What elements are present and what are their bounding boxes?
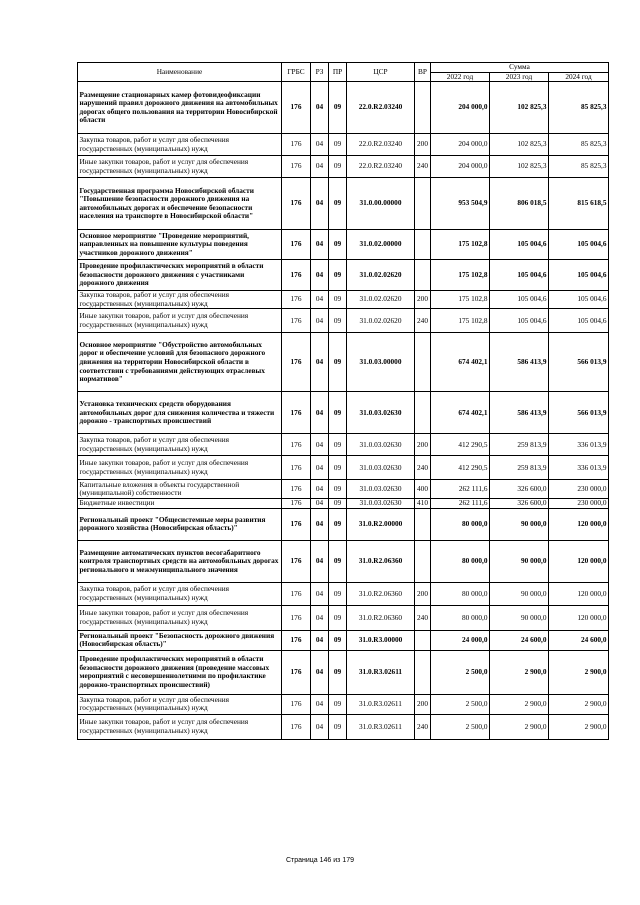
- cell-csr: 22.0.R2.03240: [347, 156, 415, 178]
- cell-pr: 09: [329, 630, 347, 650]
- cell-vr: [415, 230, 431, 260]
- cell-name: Региональный проект "Общесистемные меры развития дорожного хозяйства (Новосибирская область)": [78, 508, 282, 540]
- cell-y2023: 2 900,0: [490, 714, 549, 739]
- cell-name: Проведение профилактических мероприятий в области безопасности дорожного движения (проведение массовых мероприятий с несовершеннолетними по профилактике дорожно-транспортных происшествий): [78, 650, 282, 694]
- cell-y2024: 2 900,0: [549, 650, 609, 694]
- cell-y2022: 24 000,0: [431, 630, 490, 650]
- cell-y2024: 105 004,6: [549, 291, 609, 309]
- cell-pr: 09: [329, 714, 347, 739]
- cell-y2022: 674 402,1: [431, 392, 490, 434]
- cell-grbs: 176: [282, 508, 311, 540]
- cell-vr: [415, 650, 431, 694]
- cell-y2024: 85 825,3: [549, 134, 609, 156]
- cell-y2022: 175 102,8: [431, 260, 490, 291]
- cell-rz: 04: [311, 134, 329, 156]
- cell-y2023: 806 018,5: [490, 178, 549, 230]
- col-header-name: Наименование: [78, 63, 282, 82]
- cell-csr: 31.0.03.02630: [347, 434, 415, 456]
- cell-name: Бюджетные инвестиции: [78, 499, 282, 509]
- cell-y2023: 326 600,0: [490, 499, 549, 509]
- cell-grbs: 176: [282, 694, 311, 714]
- page-number: Страница 146 из 179: [285, 857, 355, 864]
- cell-vr: 410: [415, 499, 431, 509]
- cell-name: Капитальные вложения в объекты государственной (муниципальной) собственности: [78, 480, 282, 499]
- cell-grbs: 176: [282, 499, 311, 509]
- cell-y2024: 230 000,0: [549, 480, 609, 499]
- cell-vr: [415, 260, 431, 291]
- table-row: [78, 694, 609, 714]
- cell-y2022: 953 504,9: [431, 178, 490, 230]
- cell-pr: 09: [329, 456, 347, 480]
- cell-grbs: 176: [282, 333, 311, 392]
- cell-csr: 22.0.R2.03240: [347, 82, 415, 134]
- cell-rz: 04: [311, 456, 329, 480]
- table-row: [78, 630, 609, 650]
- cell-name: Иные закупки товаров, работ и услуг для обеспечения государственных (муниципальных) нужд: [78, 309, 282, 333]
- cell-rz: 04: [311, 309, 329, 333]
- cell-name: Закупка товаров, работ и услуг для обеспечения государственных (муниципальных) нужд: [78, 694, 282, 714]
- cell-y2023: 105 004,6: [490, 230, 549, 260]
- cell-rz: 04: [311, 508, 329, 540]
- table-row: [78, 499, 609, 509]
- table-row: [78, 178, 609, 230]
- budget-table: [77, 62, 609, 740]
- cell-vr: 240: [415, 456, 431, 480]
- cell-name: Иные закупки товаров, работ и услуг для обеспечения государственных (муниципальных) нужд: [78, 456, 282, 480]
- cell-name: Размещение стационарных камер фотовидеофиксации нарушений правил дорожного движения на автомобильных дорогах общего пользования на территории Новосибирской области: [78, 82, 282, 134]
- cell-y2023: 586 413,9: [490, 392, 549, 434]
- cell-vr: 240: [415, 605, 431, 630]
- cell-rz: 04: [311, 582, 329, 605]
- cell-y2024: 566 013,9: [549, 392, 609, 434]
- cell-grbs: 176: [282, 392, 311, 434]
- col-header-rz: РЗ: [311, 63, 329, 82]
- cell-y2024: 24 600,0: [549, 630, 609, 650]
- cell-vr: 200: [415, 134, 431, 156]
- cell-y2023: 105 004,6: [490, 309, 549, 333]
- cell-y2024: 105 004,6: [549, 260, 609, 291]
- table-row: [78, 82, 609, 134]
- cell-y2023: 102 825,3: [490, 134, 549, 156]
- cell-y2024: 815 618,5: [549, 178, 609, 230]
- col-header-2023: 2023 год: [490, 72, 549, 82]
- cell-rz: 04: [311, 499, 329, 509]
- table-row: [78, 605, 609, 630]
- cell-grbs: 176: [282, 134, 311, 156]
- cell-csr: 31.0.R3.02611: [347, 714, 415, 739]
- cell-csr: 31.0.02.02620: [347, 309, 415, 333]
- cell-y2022: 2 500,0: [431, 694, 490, 714]
- cell-grbs: 176: [282, 456, 311, 480]
- cell-name: Основное мероприятие "Обустройство автомобильных дорог и обеспечение условий для безопасного дорожного движения на территории Новосибирской области в соответствии с требованиями действующих отраслевых нормативов": [78, 333, 282, 392]
- cell-pr: 09: [329, 230, 347, 260]
- cell-pr: 09: [329, 82, 347, 134]
- table-row: [78, 291, 609, 309]
- cell-pr: 09: [329, 499, 347, 509]
- cell-y2023: 259 813,9: [490, 456, 549, 480]
- table-row: [78, 650, 609, 694]
- cell-rz: 04: [311, 392, 329, 434]
- cell-y2022: 175 102,8: [431, 230, 490, 260]
- cell-pr: 09: [329, 582, 347, 605]
- cell-y2023: 24 600,0: [490, 630, 549, 650]
- cell-y2024: 230 000,0: [549, 499, 609, 509]
- col-header-pr: ПР: [329, 63, 347, 82]
- cell-name: Закупка товаров, работ и услуг для обеспечения государственных (муниципальных) нужд: [78, 582, 282, 605]
- cell-y2022: 204 000,0: [431, 82, 490, 134]
- cell-vr: [415, 392, 431, 434]
- cell-csr: 31.0.02.02620: [347, 291, 415, 309]
- cell-name: Иные закупки товаров, работ и услуг для обеспечения государственных (муниципальных) нужд: [78, 605, 282, 630]
- cell-rz: 04: [311, 480, 329, 499]
- cell-name: Закупка товаров, работ и услуг для обеспечения государственных (муниципальных) нужд: [78, 134, 282, 156]
- cell-vr: [415, 82, 431, 134]
- cell-vr: 400: [415, 480, 431, 499]
- cell-y2024: 85 825,3: [549, 82, 609, 134]
- cell-pr: 09: [329, 291, 347, 309]
- cell-csr: 31.0.03.02630: [347, 480, 415, 499]
- cell-rz: 04: [311, 434, 329, 456]
- cell-name: Государственная программа Новосибирской области "Повышение безопасности дорожного движения на автомобильных дорогах и обеспечение безопасности населения на транспорте в Новосибирской области": [78, 178, 282, 230]
- cell-y2022: 204 000,0: [431, 134, 490, 156]
- cell-grbs: 176: [282, 156, 311, 178]
- cell-pr: 09: [329, 605, 347, 630]
- cell-pr: 09: [329, 650, 347, 694]
- cell-y2022: 412 290,5: [431, 434, 490, 456]
- col-header-2022: 2022 год: [431, 72, 490, 82]
- table-row: [78, 456, 609, 480]
- cell-vr: 200: [415, 694, 431, 714]
- cell-y2023: 90 000,0: [490, 540, 549, 582]
- cell-rz: 04: [311, 260, 329, 291]
- cell-y2024: 85 825,3: [549, 156, 609, 178]
- cell-grbs: 176: [282, 480, 311, 499]
- cell-grbs: 176: [282, 260, 311, 291]
- cell-y2023: 105 004,6: [490, 291, 549, 309]
- table-row: [78, 480, 609, 499]
- cell-y2024: 2 900,0: [549, 714, 609, 739]
- cell-name: Закупка товаров, работ и услуг для обеспечения государственных (муниципальных) нужд: [78, 434, 282, 456]
- cell-rz: 04: [311, 333, 329, 392]
- cell-rz: 04: [311, 156, 329, 178]
- cell-y2023: 90 000,0: [490, 508, 549, 540]
- table-row: [78, 260, 609, 291]
- cell-csr: 31.0.03.02630: [347, 392, 415, 434]
- cell-name: Установка технических средств оборудования автомобильных дорог для снижения количества и тяжести дорожно - транспортных происшествий: [78, 392, 282, 434]
- cell-pr: 09: [329, 260, 347, 291]
- cell-y2023: 105 004,6: [490, 260, 549, 291]
- col-header-csr: ЦСР: [347, 63, 415, 82]
- cell-name: Основное мероприятие "Проведение мероприятий, направленных на повышение культуры поведения участников дорожного движения": [78, 230, 282, 260]
- cell-y2022: 80 000,0: [431, 508, 490, 540]
- cell-name: Размещение автоматических пунктов весогабаритного контроля транспортных средств на автомобильных дорогах регионального и межмуниципального значения: [78, 540, 282, 582]
- cell-vr: 200: [415, 291, 431, 309]
- cell-grbs: 176: [282, 650, 311, 694]
- cell-name: Проведение профилактических мероприятий в области безопасности дорожного движения с участниками дорожного движения: [78, 260, 282, 291]
- cell-grbs: 176: [282, 540, 311, 582]
- cell-grbs: 176: [282, 291, 311, 309]
- table-row: [78, 333, 609, 392]
- cell-y2023: 2 900,0: [490, 650, 549, 694]
- cell-csr: 31.0.03.02630: [347, 499, 415, 509]
- cell-grbs: 176: [282, 582, 311, 605]
- cell-y2023: 326 600,0: [490, 480, 549, 499]
- cell-vr: [415, 178, 431, 230]
- cell-csr: 31.0.R3.00000: [347, 630, 415, 650]
- cell-grbs: 176: [282, 434, 311, 456]
- cell-vr: 200: [415, 582, 431, 605]
- cell-y2022: 2 500,0: [431, 650, 490, 694]
- cell-y2022: 175 102,8: [431, 291, 490, 309]
- cell-y2022: 204 000,0: [431, 156, 490, 178]
- cell-rz: 04: [311, 291, 329, 309]
- cell-vr: 200: [415, 434, 431, 456]
- cell-y2024: 120 000,0: [549, 540, 609, 582]
- cell-vr: 240: [415, 309, 431, 333]
- cell-y2023: 102 825,3: [490, 82, 549, 134]
- table-row: [78, 230, 609, 260]
- cell-pr: 09: [329, 694, 347, 714]
- cell-vr: [415, 333, 431, 392]
- cell-y2023: 90 000,0: [490, 582, 549, 605]
- table-row: [78, 714, 609, 739]
- col-header-vr: ВР: [415, 63, 431, 82]
- cell-vr: 240: [415, 714, 431, 739]
- cell-csr: 31.0.R3.02611: [347, 694, 415, 714]
- cell-y2024: 120 000,0: [549, 605, 609, 630]
- cell-y2024: 336 013,9: [549, 456, 609, 480]
- col-header-sum: Сумма: [431, 63, 609, 73]
- cell-name: Региональный проект "Безопасность дорожного движения (Новосибирская область)": [78, 630, 282, 650]
- col-header-grbs: ГРБС: [282, 63, 311, 82]
- cell-y2022: 674 402,1: [431, 333, 490, 392]
- cell-y2022: 2 500,0: [431, 714, 490, 739]
- cell-csr: 31.0.02.02620: [347, 260, 415, 291]
- table-row: [78, 392, 609, 434]
- cell-pr: 09: [329, 134, 347, 156]
- cell-grbs: 176: [282, 82, 311, 134]
- table-header: [78, 63, 609, 82]
- cell-vr: [415, 508, 431, 540]
- cell-pr: 09: [329, 392, 347, 434]
- cell-grbs: 176: [282, 309, 311, 333]
- cell-rz: 04: [311, 82, 329, 134]
- cell-y2024: 2 900,0: [549, 694, 609, 714]
- cell-y2024: 336 013,9: [549, 434, 609, 456]
- cell-y2022: 175 102,8: [431, 309, 490, 333]
- table-row: [78, 156, 609, 178]
- table-row: [78, 309, 609, 333]
- cell-y2024: 566 013,9: [549, 333, 609, 392]
- cell-grbs: 176: [282, 714, 311, 739]
- cell-y2023: 90 000,0: [490, 605, 549, 630]
- cell-y2022: 80 000,0: [431, 540, 490, 582]
- cell-name: Закупка товаров, работ и услуг для обеспечения государственных (муниципальных) нужд: [78, 291, 282, 309]
- cell-y2023: 259 813,9: [490, 434, 549, 456]
- cell-vr: [415, 540, 431, 582]
- cell-rz: 04: [311, 650, 329, 694]
- cell-pr: 09: [329, 480, 347, 499]
- cell-y2024: 105 004,6: [549, 309, 609, 333]
- cell-rz: 04: [311, 714, 329, 739]
- cell-y2024: 120 000,0: [549, 582, 609, 605]
- cell-rz: 04: [311, 230, 329, 260]
- cell-y2024: 120 000,0: [549, 508, 609, 540]
- cell-rz: 04: [311, 694, 329, 714]
- cell-grbs: 176: [282, 605, 311, 630]
- cell-pr: 09: [329, 309, 347, 333]
- cell-csr: 31.0.03.00000: [347, 333, 415, 392]
- cell-grbs: 176: [282, 178, 311, 230]
- cell-y2023: 586 413,9: [490, 333, 549, 392]
- cell-y2023: 2 900,0: [490, 694, 549, 714]
- cell-pr: 09: [329, 156, 347, 178]
- cell-grbs: 176: [282, 630, 311, 650]
- cell-name: Иные закупки товаров, работ и услуг для обеспечения государственных (муниципальных) нужд: [78, 156, 282, 178]
- cell-rz: 04: [311, 630, 329, 650]
- cell-csr: 31.0.03.02630: [347, 456, 415, 480]
- table-row: [78, 508, 609, 540]
- cell-pr: 09: [329, 540, 347, 582]
- cell-pr: 09: [329, 178, 347, 230]
- cell-pr: 09: [329, 333, 347, 392]
- table-body: [78, 82, 609, 740]
- cell-csr: 31.0.02.00000: [347, 230, 415, 260]
- cell-name: Иные закупки товаров, работ и услуг для обеспечения государственных (муниципальных) нужд: [78, 714, 282, 739]
- cell-vr: 240: [415, 156, 431, 178]
- cell-vr: [415, 630, 431, 650]
- cell-y2022: 80 000,0: [431, 582, 490, 605]
- cell-csr: 31.0.R2.00000: [347, 508, 415, 540]
- cell-pr: 09: [329, 434, 347, 456]
- cell-y2022: 80 000,0: [431, 605, 490, 630]
- cell-y2022: 412 290,5: [431, 456, 490, 480]
- cell-grbs: 176: [282, 230, 311, 260]
- cell-y2023: 102 825,3: [490, 156, 549, 178]
- cell-csr: 31.0.R3.02611: [347, 650, 415, 694]
- cell-csr: 31.0.R2.06360: [347, 540, 415, 582]
- cell-csr: 31.0.R2.06360: [347, 582, 415, 605]
- cell-y2024: 105 004,6: [549, 230, 609, 260]
- col-header-2024: 2024 год: [549, 72, 609, 82]
- table-row: [78, 540, 609, 582]
- cell-y2022: 262 111,6: [431, 480, 490, 499]
- cell-rz: 04: [311, 178, 329, 230]
- cell-rz: 04: [311, 605, 329, 630]
- cell-y2022: 262 111,6: [431, 499, 490, 509]
- cell-csr: 31.0.00.00000: [347, 178, 415, 230]
- cell-pr: 09: [329, 508, 347, 540]
- table-row: [78, 434, 609, 456]
- cell-rz: 04: [311, 540, 329, 582]
- table-row: [78, 582, 609, 605]
- cell-csr: 31.0.R2.06360: [347, 605, 415, 630]
- table-row: [78, 134, 609, 156]
- cell-csr: 22.0.R2.03240: [347, 134, 415, 156]
